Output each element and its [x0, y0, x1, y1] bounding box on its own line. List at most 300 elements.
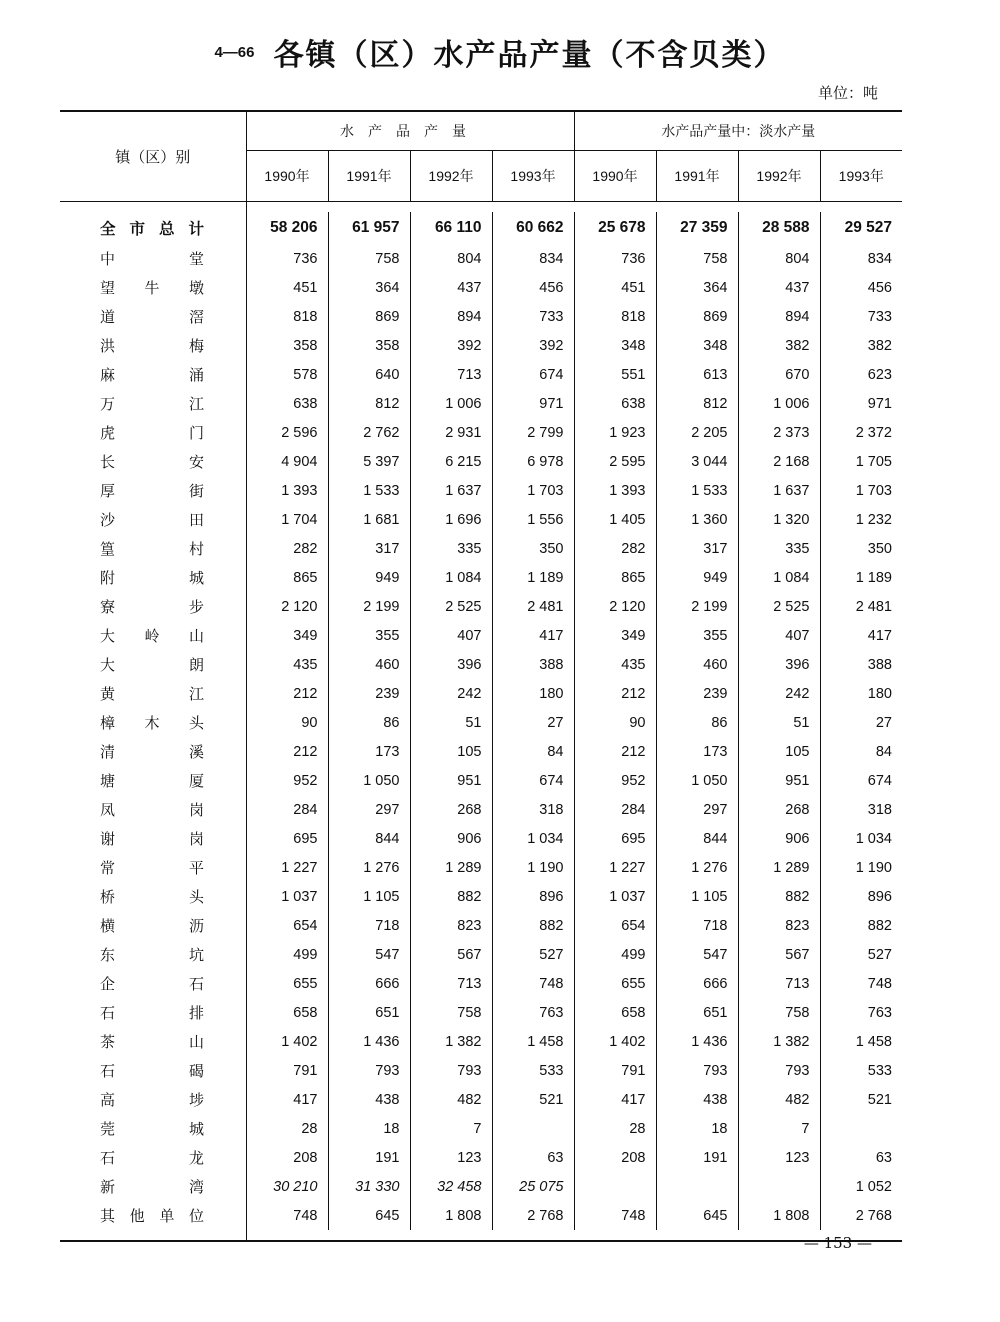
- value-cell: 451: [574, 273, 656, 302]
- town-name-char: 龙: [188, 1149, 204, 1167]
- town-name-char: 头: [188, 714, 204, 732]
- table-body: [60, 202, 902, 1242]
- town-name-char: 石: [100, 1062, 116, 1080]
- value-cell: 674: [820, 766, 902, 795]
- value-cell: 1 436: [328, 1027, 410, 1056]
- value-cell: 2 205: [656, 418, 738, 447]
- value-cell: 297: [656, 795, 738, 824]
- value-cell: 527: [820, 940, 902, 969]
- town-name-char: 山: [188, 627, 204, 645]
- town-name-char: 企: [100, 975, 116, 993]
- value-cell: 1 050: [328, 766, 410, 795]
- value-cell: 2 120: [574, 592, 656, 621]
- value-cell: 28: [301, 1120, 318, 1137]
- town-name: [60, 795, 246, 824]
- value-cell: 18: [328, 1114, 410, 1143]
- value-cell: 695: [293, 830, 318, 847]
- town-name-char: 厚: [100, 482, 116, 500]
- value-cell: 407: [410, 621, 492, 650]
- value-cell: 388: [820, 650, 902, 679]
- value-cell: 335: [410, 534, 492, 563]
- value-cell: 804: [410, 244, 492, 273]
- table-row: [60, 360, 902, 389]
- value-cell: 645: [328, 1201, 410, 1230]
- value-cell: 1 084: [410, 563, 492, 592]
- value-cell: 86: [656, 708, 738, 737]
- value-cell: 882: [492, 911, 574, 940]
- value-cell: 417: [293, 1091, 318, 1108]
- value-cell: 396: [738, 650, 820, 679]
- value-cell: 758: [410, 998, 492, 1027]
- value-cell: 173: [656, 737, 738, 766]
- value-cell: 658: [293, 1004, 318, 1021]
- value-cell: 105: [410, 737, 492, 766]
- town-name-char: 街: [188, 482, 204, 500]
- town-name: [60, 476, 246, 505]
- value-cell: 1 189: [820, 563, 902, 592]
- town-name: [60, 824, 246, 853]
- value-cell: 906: [410, 824, 492, 853]
- value-cell: 6 978: [492, 447, 574, 476]
- value-cell: 1 190: [492, 853, 574, 882]
- row-header: 镇（区）别: [60, 111, 246, 202]
- value-cell: 758: [656, 244, 738, 273]
- value-cell: [656, 1172, 738, 1201]
- value-cell: 438: [656, 1085, 738, 1114]
- value-cell: 482: [738, 1085, 820, 1114]
- value-cell: 670: [738, 360, 820, 389]
- town-name-char: 堂: [188, 250, 204, 268]
- value-cell: 2 120: [281, 598, 318, 615]
- value-cell: 655: [293, 975, 318, 992]
- value-cell: 180: [492, 679, 574, 708]
- town-name-char: 大: [100, 656, 116, 674]
- value-cell: 460: [656, 650, 738, 679]
- town-name: [60, 534, 246, 563]
- town-name: [60, 708, 246, 737]
- year-header: 1993年: [820, 151, 902, 202]
- value-cell: 949: [656, 563, 738, 592]
- value-cell: 355: [328, 621, 410, 650]
- town-name: [60, 679, 246, 708]
- town-name-char: 黄: [100, 685, 116, 703]
- value-cell: 7: [738, 1114, 820, 1143]
- group-header-total: 水产品产量: [246, 111, 574, 151]
- value-cell: 6 215: [410, 447, 492, 476]
- town-name-char: 墩: [188, 279, 204, 297]
- value-cell: 51: [410, 708, 492, 737]
- value-cell: 392: [410, 331, 492, 360]
- value-cell: 640: [328, 360, 410, 389]
- value-cell: 655: [574, 969, 656, 998]
- value-cell: 335: [738, 534, 820, 563]
- table-row: [60, 882, 902, 911]
- town-name-char: 全: [100, 219, 116, 238]
- table-row: [60, 679, 902, 708]
- town-name-char: 石: [100, 1149, 116, 1167]
- town-name: [60, 1143, 246, 1172]
- town-name-char: 头: [188, 888, 204, 906]
- value-cell: 212: [293, 743, 318, 760]
- unit-label: 单位：吨: [817, 84, 878, 102]
- town-name-char: 岭: [144, 627, 160, 645]
- town-name-char: 中: [100, 250, 116, 268]
- value-cell: 58 206: [270, 219, 318, 236]
- year-header: 1991年: [328, 151, 410, 202]
- value-cell: 180: [820, 679, 902, 708]
- value-cell: 173: [328, 737, 410, 766]
- value-cell: 364: [328, 273, 410, 302]
- group-header-freshwater: 水产品产量中：淡水产量: [574, 111, 902, 151]
- value-cell: 1 276: [328, 853, 410, 882]
- value-cell: 1 006: [738, 389, 820, 418]
- value-cell: 952: [293, 772, 318, 789]
- value-cell: 31 330: [328, 1172, 410, 1201]
- value-cell: 348: [574, 331, 656, 360]
- value-cell: 268: [738, 795, 820, 824]
- value-cell: 818: [293, 308, 318, 325]
- value-cell: 1 703: [492, 476, 574, 505]
- town-name: [60, 505, 246, 534]
- town-name-char: 虎: [100, 424, 116, 442]
- table-row: [60, 766, 902, 795]
- town-name-char: 计: [188, 219, 204, 238]
- town-name: [60, 273, 246, 302]
- town-name-char: 步: [188, 598, 204, 616]
- value-cell: 3 044: [656, 447, 738, 476]
- table-row: [60, 940, 902, 969]
- value-cell: 1 705: [820, 447, 902, 476]
- town-name-char: 道: [100, 308, 116, 326]
- value-cell: 2 525: [410, 592, 492, 621]
- value-cell: 2 931: [410, 418, 492, 447]
- town-name: [60, 360, 246, 389]
- value-cell: 736: [574, 244, 656, 273]
- town-name-char: 总: [158, 219, 175, 238]
- value-cell: 84: [492, 737, 574, 766]
- table-row: [60, 708, 902, 737]
- value-cell: 86: [328, 708, 410, 737]
- town-name-char: 位: [188, 1207, 204, 1225]
- value-cell: 212: [574, 737, 656, 766]
- value-cell: 1 037: [574, 882, 656, 911]
- town-name-char: 城: [188, 1120, 204, 1138]
- town-name-char: 万: [100, 395, 116, 413]
- value-cell: 1 052: [820, 1172, 902, 1201]
- value-cell: 456: [820, 273, 902, 302]
- town-name-char: 清: [100, 743, 116, 761]
- town-name-char: 附: [100, 569, 116, 587]
- table-row: [60, 824, 902, 853]
- table-row: [60, 244, 902, 273]
- value-cell: 396: [410, 650, 492, 679]
- value-cell: 1 637: [738, 476, 820, 505]
- value-cell: 1 105: [328, 882, 410, 911]
- town-name-char: 溪: [188, 743, 204, 761]
- value-cell: 456: [492, 273, 574, 302]
- value-cell: 1 227: [574, 853, 656, 882]
- table-row: [60, 476, 902, 505]
- value-cell: 355: [656, 621, 738, 650]
- value-cell: 651: [328, 998, 410, 1027]
- town-name-char: 山: [188, 1033, 204, 1051]
- value-cell: 284: [574, 795, 656, 824]
- town-name-char: 平: [188, 859, 204, 877]
- value-cell: 268: [410, 795, 492, 824]
- value-cell: 1 050: [656, 766, 738, 795]
- town-name-char: 岗: [188, 830, 204, 848]
- town-name-char: 坑: [188, 946, 204, 964]
- value-cell: [738, 1172, 820, 1201]
- value-cell: 2 596: [281, 424, 318, 441]
- value-cell: 350: [820, 534, 902, 563]
- value-cell: 499: [293, 946, 318, 963]
- value-cell: [820, 1114, 902, 1143]
- value-cell: 1 556: [492, 505, 574, 534]
- value-cell: 1 320: [738, 505, 820, 534]
- town-name-char: 沙: [100, 511, 116, 529]
- table-row: [60, 853, 902, 882]
- town-name: [60, 1056, 246, 1085]
- value-cell: 25 678: [574, 212, 656, 244]
- value-cell: 2 372: [820, 418, 902, 447]
- value-cell: 2 799: [492, 418, 574, 447]
- value-cell: 748: [293, 1207, 318, 1224]
- value-cell: 695: [574, 824, 656, 853]
- value-cell: 208: [293, 1149, 318, 1166]
- value-cell: 349: [293, 627, 318, 644]
- value-cell: 2 481: [492, 592, 574, 621]
- town-name-char: 洪: [100, 337, 116, 355]
- value-cell: 460: [328, 650, 410, 679]
- town-name-char: 常: [100, 859, 116, 877]
- value-cell: 32 458: [410, 1172, 492, 1201]
- value-cell: 191: [328, 1143, 410, 1172]
- value-cell: 105: [738, 737, 820, 766]
- town-name-char: 碣: [188, 1062, 204, 1080]
- value-cell: 284: [293, 801, 318, 818]
- town-name: [60, 1027, 246, 1056]
- value-cell: 791: [293, 1062, 318, 1079]
- value-cell: 25 075: [492, 1172, 574, 1201]
- value-cell: 834: [492, 244, 574, 273]
- year-header: 1992年: [410, 151, 492, 202]
- value-cell: 123: [410, 1143, 492, 1172]
- value-cell: 949: [328, 563, 410, 592]
- value-cell: 718: [656, 911, 738, 940]
- town-name-char: 茶: [100, 1033, 116, 1051]
- value-cell: 349: [574, 621, 656, 650]
- value-cell: 758: [738, 998, 820, 1027]
- value-cell: 818: [574, 302, 656, 331]
- value-cell: 748: [820, 969, 902, 998]
- table-row: [60, 563, 902, 592]
- value-cell: 1 037: [281, 888, 318, 905]
- town-name: [60, 1114, 246, 1143]
- value-cell: 666: [328, 969, 410, 998]
- table-title: 各镇（区）水产品产量（不含贝类）: [273, 38, 786, 73]
- value-cell: 1 808: [410, 1201, 492, 1230]
- value-cell: 971: [492, 389, 574, 418]
- page-title: [0, 30, 1000, 74]
- value-cell: 1 360: [656, 505, 738, 534]
- value-cell: 417: [492, 621, 574, 650]
- town-name: [60, 1201, 246, 1230]
- value-cell: 551: [574, 360, 656, 389]
- town-name-char: 排: [188, 1004, 204, 1022]
- town-name-char: 埗: [188, 1091, 204, 1109]
- value-cell: 382: [820, 331, 902, 360]
- town-name: [60, 882, 246, 911]
- value-cell: 417: [820, 621, 902, 650]
- value-cell: 392: [492, 331, 574, 360]
- town-name-char: 石: [100, 1004, 116, 1022]
- table-row: [60, 418, 902, 447]
- town-name-char: 厦: [188, 772, 204, 790]
- value-cell: 952: [574, 766, 656, 795]
- value-cell: 567: [410, 940, 492, 969]
- value-cell: 713: [410, 360, 492, 389]
- town-name: [60, 1172, 246, 1201]
- value-cell: 358: [293, 337, 318, 354]
- town-name: [60, 563, 246, 592]
- table-number: 4—66: [214, 43, 255, 61]
- value-cell: 18: [656, 1114, 738, 1143]
- town-name-char: 篁: [100, 540, 116, 558]
- value-cell: 567: [738, 940, 820, 969]
- value-cell: 623: [820, 360, 902, 389]
- value-cell: 834: [820, 244, 902, 273]
- value-cell: 2 768: [820, 1201, 902, 1230]
- table-row: [60, 969, 902, 998]
- value-cell: 4 904: [281, 453, 318, 470]
- town-name-char: 他: [129, 1207, 145, 1225]
- value-cell: 1 703: [820, 476, 902, 505]
- value-cell: 437: [738, 273, 820, 302]
- value-cell: 748: [492, 969, 574, 998]
- value-cell: 499: [574, 940, 656, 969]
- value-cell: 407: [738, 621, 820, 650]
- value-cell: 882: [738, 882, 820, 911]
- table-row: [60, 273, 902, 302]
- town-name: [60, 244, 246, 273]
- value-cell: 2 595: [574, 447, 656, 476]
- data-table: [60, 110, 902, 1242]
- table-row: [60, 302, 902, 331]
- town-name: [60, 592, 246, 621]
- value-cell: [574, 1172, 656, 1201]
- town-name-char: 东: [100, 946, 116, 964]
- table-row: [60, 1114, 902, 1143]
- table-row: [60, 212, 902, 244]
- value-cell: 844: [328, 824, 410, 853]
- value-cell: 1 458: [492, 1027, 574, 1056]
- town-name-char: 石: [188, 975, 204, 993]
- value-cell: 823: [410, 911, 492, 940]
- value-cell: 435: [574, 650, 656, 679]
- value-cell: 27: [820, 708, 902, 737]
- town-name-char: 莞: [100, 1120, 116, 1138]
- table-row: [60, 737, 902, 766]
- value-cell: 733: [492, 302, 574, 331]
- value-cell: 651: [656, 998, 738, 1027]
- town-name: [60, 940, 246, 969]
- value-cell: 547: [656, 940, 738, 969]
- town-name-char: 新: [100, 1178, 116, 1196]
- town-name: [60, 911, 246, 940]
- value-cell: 533: [492, 1056, 574, 1085]
- town-name-char: 滘: [188, 308, 204, 326]
- value-cell: 1 382: [410, 1027, 492, 1056]
- value-cell: 793: [410, 1056, 492, 1085]
- table-row: [60, 1027, 902, 1056]
- town-name-char: 樟: [100, 714, 116, 732]
- value-cell: 451: [293, 279, 318, 296]
- value-cell: 318: [492, 795, 574, 824]
- value-cell: 882: [820, 911, 902, 940]
- value-cell: 1 190: [820, 853, 902, 882]
- value-cell: 896: [820, 882, 902, 911]
- value-cell: 1 189: [492, 563, 574, 592]
- value-cell: 1 034: [492, 824, 574, 853]
- town-name: [60, 212, 246, 244]
- value-cell: 1 393: [574, 476, 656, 505]
- value-cell: 971: [820, 389, 902, 418]
- value-cell: 239: [328, 679, 410, 708]
- value-cell: 713: [410, 969, 492, 998]
- value-cell: 123: [738, 1143, 820, 1172]
- value-cell: 674: [492, 360, 574, 389]
- value-cell: 1 436: [656, 1027, 738, 1056]
- town-name: [60, 853, 246, 882]
- table-row: [60, 1201, 902, 1230]
- table-row: [60, 650, 902, 679]
- value-cell: 1 704: [281, 511, 318, 528]
- value-cell: 638: [293, 395, 318, 412]
- town-name: [60, 766, 246, 795]
- value-cell: 2 762: [328, 418, 410, 447]
- value-cell: 317: [656, 534, 738, 563]
- value-cell: 28: [574, 1114, 656, 1143]
- value-cell: 823: [738, 911, 820, 940]
- town-name-char: 塘: [100, 772, 116, 790]
- table-row: [60, 1085, 902, 1114]
- value-cell: 1 105: [656, 882, 738, 911]
- value-cell: 317: [328, 534, 410, 563]
- value-cell: 364: [656, 273, 738, 302]
- town-name-char: 桥: [100, 888, 116, 906]
- town-name-char: 沥: [188, 917, 204, 935]
- value-cell: 869: [656, 302, 738, 331]
- town-name: [60, 302, 246, 331]
- value-cell: 242: [738, 679, 820, 708]
- value-cell: 812: [328, 389, 410, 418]
- town-name-char: 田: [188, 511, 204, 529]
- value-cell: 208: [574, 1143, 656, 1172]
- value-cell: 438: [328, 1085, 410, 1114]
- value-cell: 906: [738, 824, 820, 853]
- value-cell: 2 168: [738, 447, 820, 476]
- value-cell: 437: [410, 273, 492, 302]
- value-cell: 5 397: [328, 447, 410, 476]
- value-cell: 1 034: [820, 824, 902, 853]
- value-cell: 882: [410, 882, 492, 911]
- value-cell: 1 402: [574, 1027, 656, 1056]
- town-name: [60, 447, 246, 476]
- value-cell: 758: [328, 244, 410, 273]
- town-name: [60, 1085, 246, 1114]
- value-cell: 793: [738, 1056, 820, 1085]
